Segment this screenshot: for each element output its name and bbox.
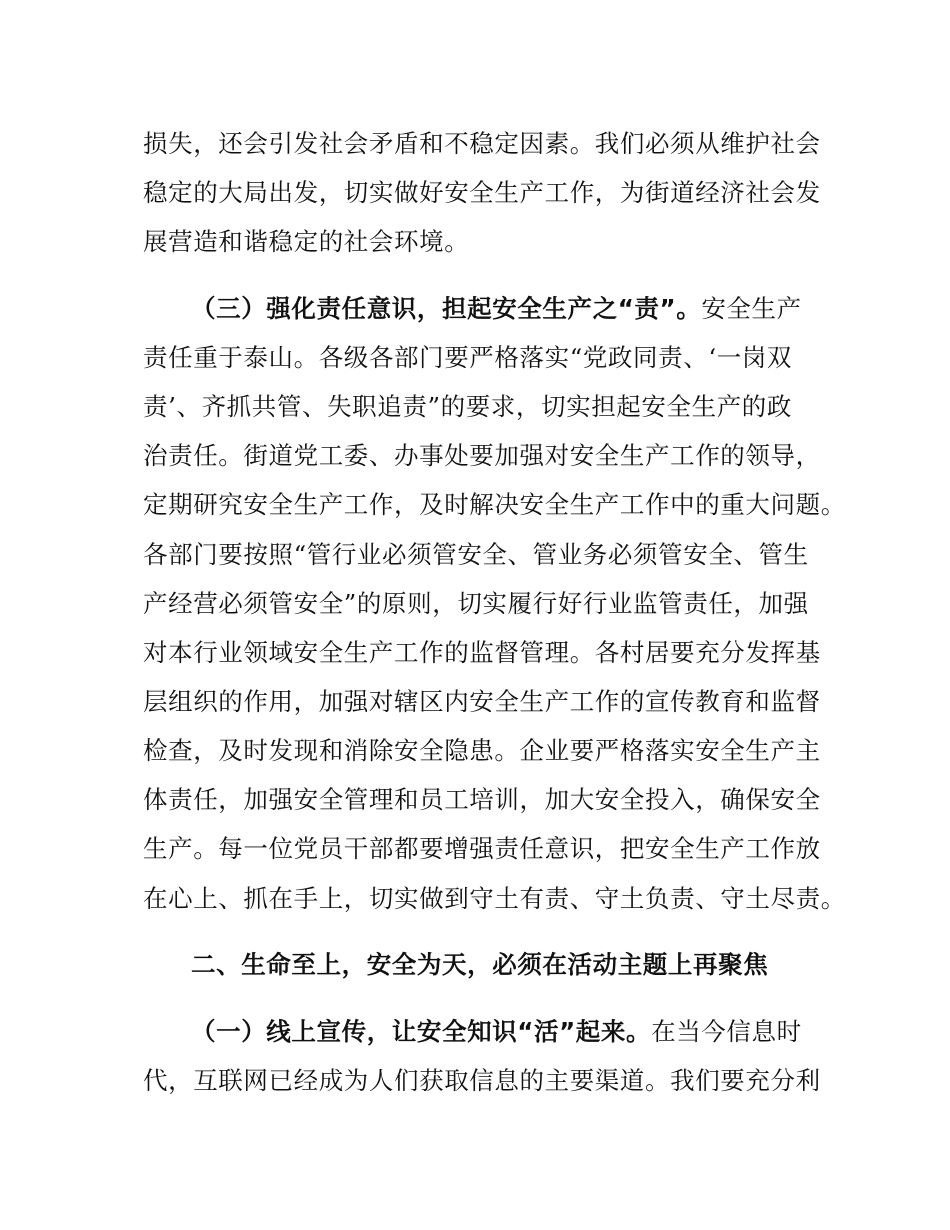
- paragraph-line: 稳定的大局出发，切实做好安全生产工作，为街道经济社会发: [143, 178, 821, 207]
- paragraph-line: 责’、齐抓共管、失职追责”的要求，切实担起安全生产的政: [143, 392, 793, 421]
- paragraph-first-line: [191, 294, 802, 324]
- paragraph-line: 体责任，加强安全管理和员工培训，加大安全投入，确保安全: [143, 785, 821, 814]
- paragraph-line: 在心上、抓在手上，切实做到守土有责、守土负责、守土尽责。: [143, 884, 846, 913]
- section-heading: 二、生命至上，安全为天，必须在活动主题上再聚焦: [191, 950, 769, 979]
- paragraph-line: 产经营必须管安全”的原则，切实履行好行业监管责任，加强: [143, 589, 809, 618]
- paragraph-first-line: [191, 1017, 802, 1047]
- paragraph-line: 检查，及时发现和消除安全隐患。企业要严格落实安全生产主: [143, 736, 821, 765]
- paragraph-line: 定期研究安全生产工作，及时解决安全生产工作中的重大问题。: [143, 490, 846, 519]
- paragraph-text: 安全生产: [701, 294, 802, 323]
- paragraph-text: 在当今信息时: [651, 1017, 802, 1046]
- paragraph-line: 代，互联网已经成为人们获取信息的主要渠道。我们要充分利: [143, 1066, 821, 1095]
- paragraph-line: 层组织的作用，加强对辖区内安全生产工作的宣传教育和监督: [143, 687, 821, 716]
- paragraph-line: 生产。每一位党员干部都要增强责任意识，把安全生产工作放: [143, 834, 821, 863]
- paragraph-heading: （三）强化责任意识，担起安全生产之“责”。: [191, 294, 702, 323]
- paragraph-line: 治责任。街道党工委、办事处要加强对安全生产工作的领导，: [143, 441, 821, 470]
- paragraph-line: 展营造和谐稳定的社会环境。: [143, 227, 470, 256]
- paragraph-line: 对本行业领域安全生产工作的监督管理。各村居要充分发挥基: [143, 638, 821, 667]
- paragraph-line: 各部门要按照“管行业必须管安全、管业务必须管安全、管生: [143, 540, 809, 569]
- paragraph-heading: （一）线上宣传，让安全知识“活”起来。: [191, 1017, 652, 1046]
- paragraph-line: 责任重于泰山。各级各部门要严格落实“党政同责、‘一岗双: [143, 343, 793, 372]
- paragraph-line: 损失，还会引发社会矛盾和不稳定因素。我们必须从维护社会: [143, 129, 821, 158]
